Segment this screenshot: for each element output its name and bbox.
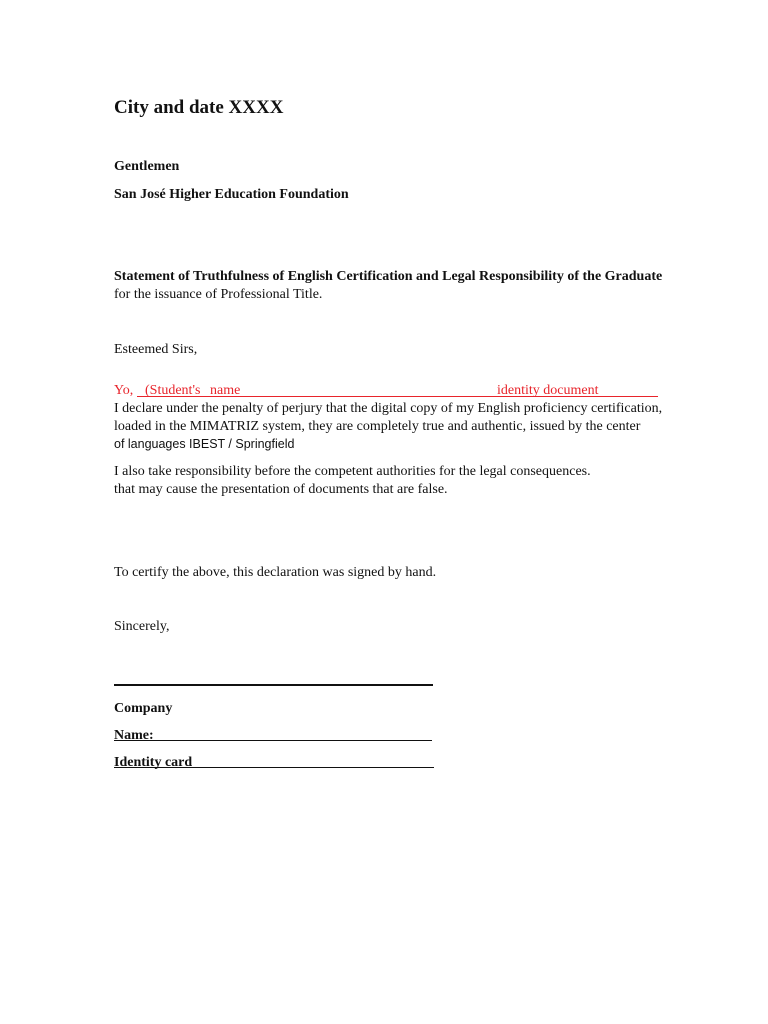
place-date-heading: City and date XXXX — [114, 97, 284, 118]
declaration-line-2: loaded in the MIMATRIZ system, they are completely true and authentic, issued by the center — [114, 419, 641, 434]
declarant-fill-in-underline — [137, 396, 658, 397]
identity-card-underline — [114, 767, 434, 768]
signature-line — [114, 684, 433, 686]
student-name-word: name — [210, 383, 241, 398]
name-label: Name: — [114, 728, 154, 743]
student-name-field: (Student's — [145, 383, 201, 398]
closing: Sincerely, — [114, 619, 170, 634]
declaration-line-1: I declare under the penalty of perjury that the digital copy of my English proficiency certification, — [114, 401, 663, 416]
subject-line: Statement of Truthfulness of English Certification and Legal Responsibility of the Graduate — [114, 269, 663, 284]
name-underline — [114, 740, 432, 741]
responsibility-line-1: I also take responsibility before the competent authorities for the legal consequences. — [114, 464, 591, 479]
certify-statement: To certify the above, this declaration was signed by hand. — [114, 565, 437, 580]
identity-document-field: identity document — [497, 383, 599, 398]
subject-continuation: for the issuance of Professional Title. — [114, 287, 323, 302]
identity-card-label: Identity card — [114, 755, 193, 770]
salutation: Gentlemen — [114, 159, 180, 174]
declaration-line-3: of languages IBEST / Springfield — [114, 437, 295, 451]
greeting: Esteemed Sirs, — [114, 342, 198, 357]
company-label: Company — [114, 701, 173, 716]
recipient: San José Higher Education Foundation — [114, 187, 349, 202]
declarant-prefix: Yo, — [114, 383, 134, 398]
responsibility-line-2: that may cause the presentation of documents that are false. — [114, 482, 448, 497]
